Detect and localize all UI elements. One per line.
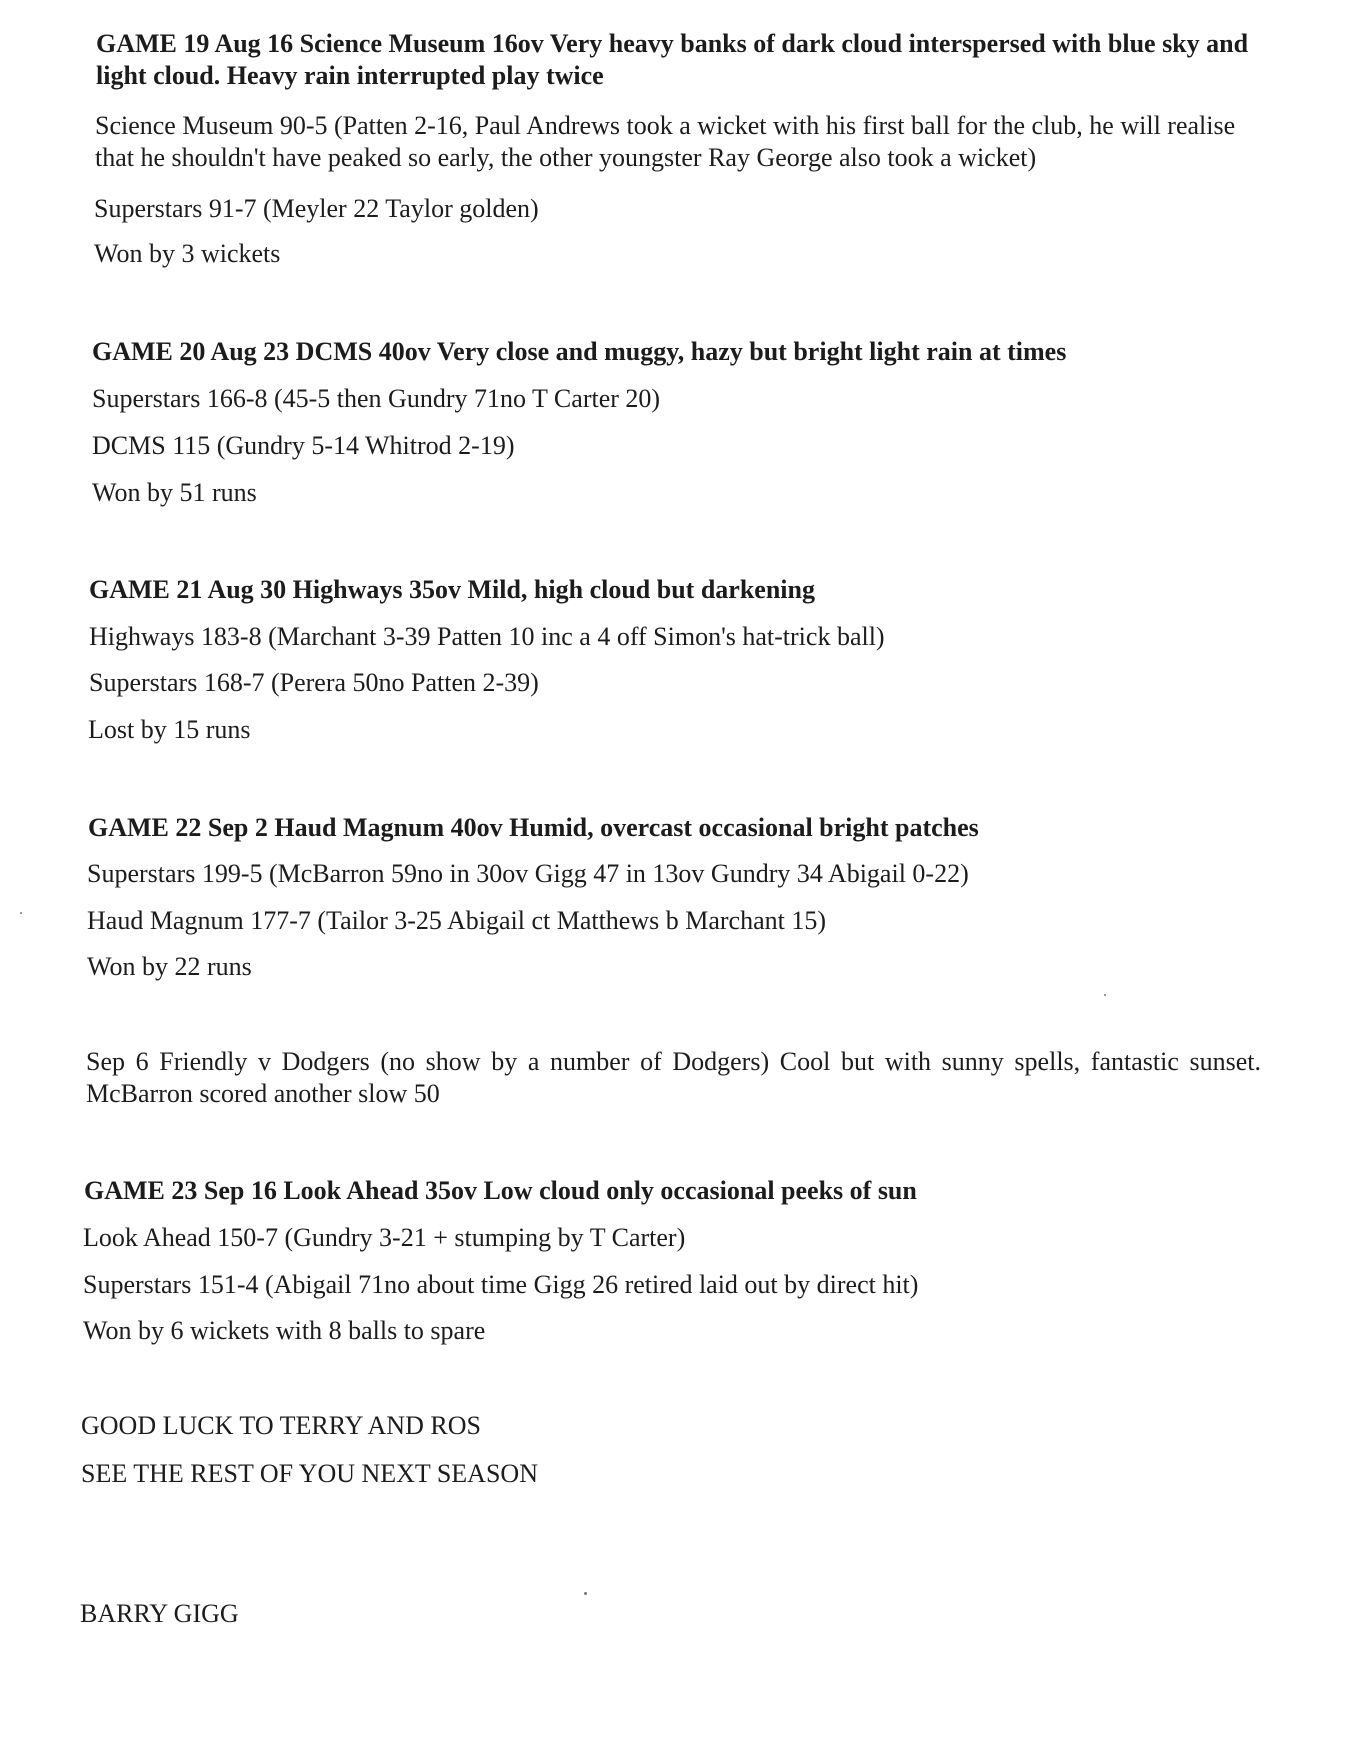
game-21-line-2: Superstars 168-7 (Perera 50no Patten 2-39) — [89, 668, 539, 697]
game-20-line-1: Superstars 166-8 (45-5 then Gundry 71no T Carter 20) — [92, 384, 661, 413]
game-21-line-1: Highways 183-8 (Marchant 3-39 Patten 10 inc a 4 off Simon's hat-trick ball) — [89, 622, 885, 651]
game-22-line-3: Won by 22 runs — [87, 952, 252, 981]
game-21-header: GAME 21 Aug 30 Highways 35ov Mild, high cloud but darkening — [89, 575, 815, 604]
signature: BARRY GIGG — [80, 1599, 239, 1628]
game-20-line-3: Won by 51 runs — [92, 478, 257, 507]
scan-speck — [1104, 994, 1106, 996]
closing-line-2: SEE THE REST OF YOU NEXT SEASON — [81, 1459, 538, 1488]
game-23-line-3: Won by 6 wickets with 8 balls to spare — [83, 1316, 486, 1345]
closing-line-1: GOOD LUCK TO TERRY AND ROS — [81, 1411, 481, 1440]
game-19-line-2: Superstars 91-7 (Meyler 22 Taylor golden) — [94, 194, 539, 223]
game-22-header: GAME 22 Sep 2 Haud Magnum 40ov Humid, overcast occasional bright patches — [88, 813, 979, 842]
game-21-line-3: Lost by 15 runs — [88, 715, 251, 744]
game-22-line-1: Superstars 199-5 (McBarron 59no in 30ov Gigg 47 in 13ov Gundry 34 Abigail 0-22) — [87, 859, 969, 888]
game-20-header: GAME 20 Aug 23 DCMS 40ov Very close and muggy, hazy but bright light rain at times — [92, 337, 1067, 366]
game-20-line-2: DCMS 115 (Gundry 5-14 Whitrod 2-19) — [92, 431, 515, 460]
friendly-match-note: Sep 6 Friendly v Dodgers (no show by a number of Dodgers) Cool but with sunny spells, fantastic sunset. McBarron scored another slow 50 — [86, 1047, 1261, 1108]
game-23-header: GAME 23 Sep 16 Look Ahead 35ov Low cloud only occasional peeks of sun — [84, 1176, 917, 1205]
scan-speck — [584, 1592, 587, 1595]
game-19-header: GAME 19 Aug 16 Science Museum 16ov Very heavy banks of dark cloud interspersed with blue sky and light cloud. Heavy rain interrupted play twice — [96, 29, 1249, 90]
game-19-line-3: Won by 3 wickets — [94, 239, 281, 268]
game-23-line-2: Superstars 151-4 (Abigail 71no about time Gigg 26 retired laid out by direct hit) — [83, 1270, 919, 1299]
game-22-line-2: Haud Magnum 177-7 (Tailor 3-25 Abigail ct Matthews b Marchant 15) — [87, 906, 827, 935]
game-23-line-1: Look Ahead 150-7 (Gundry 3-21 + stumping by T Carter) — [83, 1223, 686, 1252]
game-19-line-1: Science Museum 90-5 (Patten 2-16, Paul Andrews took a wicket with his first ball for the club, he will realise that he shouldn't have peaked so early, the other youngster Ray George also took a wicket) — [95, 111, 1236, 172]
scan-speck — [20, 912, 22, 914]
